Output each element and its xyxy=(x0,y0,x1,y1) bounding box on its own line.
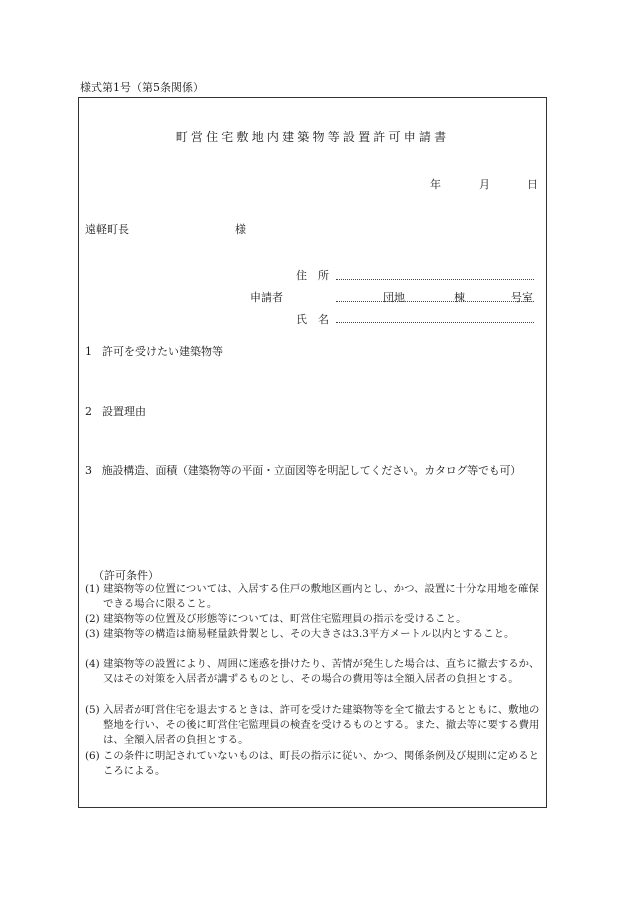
item-number: 3 xyxy=(85,464,92,477)
condition-3 xyxy=(85,627,547,642)
dwelling-field[interactable] xyxy=(336,301,534,302)
condition-2 xyxy=(85,612,547,627)
condition-text: 入居者が町営住宅を退去するときは、許可を受けた建築物等を全て撤去するとともに、敷地の整地を行い、その後に町営住宅監理員の検査を受けるものとする。また、撤去等に要する費用は、全額入居者の負担とする。 xyxy=(103,704,540,746)
date-year-label: 年 xyxy=(430,178,441,191)
condition-text: 建築物等の位置及び形態等については、町営住宅監理員の指示を受けること。 xyxy=(103,613,467,625)
name-label: 氏 名 xyxy=(296,313,329,326)
address-label: 住 所 xyxy=(296,269,329,282)
item-label: 施設構造、面積（建築物等の平面・立面図等を明記してください。カタログ等でも可） xyxy=(101,464,521,477)
item-label: 設置理由 xyxy=(102,405,146,418)
condition-number: (3) xyxy=(85,628,100,640)
name-field[interactable] xyxy=(336,322,534,323)
honorific: 様 xyxy=(235,223,246,236)
condition-text: 建築物等の設置により、周囲に迷惑を掛けたり、苦情が発生した場合は、直ちに撤去するか、又はその対策を入居者が講ずるものとし、その場合の費用等は全額入居者の負担とする。 xyxy=(103,658,540,685)
tou-label: 棟 xyxy=(454,291,465,304)
item-number: 1 xyxy=(85,345,92,358)
condition-1 xyxy=(85,582,547,612)
form-number-label: 様式第1号（第5条関係） xyxy=(80,81,204,94)
item-2 xyxy=(85,403,146,419)
condition-number: (6) xyxy=(85,750,100,762)
date-month-label: 月 xyxy=(479,178,490,191)
applicant-label: 申請者 xyxy=(250,291,283,304)
danchi-label: 団地 xyxy=(383,291,405,304)
condition-4 xyxy=(85,657,547,687)
condition-5 xyxy=(85,703,547,748)
item-1 xyxy=(85,343,223,359)
conditions-title: （許可条件） xyxy=(93,569,159,582)
item-3 xyxy=(85,462,521,478)
goshitsu-label: 号室 xyxy=(511,291,533,304)
condition-number: (5) xyxy=(85,704,100,716)
condition-text: この条件に明記されていないものは、町長の指示に従い、かつ、関係条例及び規則に定めるところによる。 xyxy=(103,750,539,777)
condition-text: 建築物等の構造は簡易軽量鉄骨製とし、その大きさは3.3平方メートル以内とすること。 xyxy=(103,628,515,640)
condition-number: (1) xyxy=(85,583,100,595)
address-field[interactable] xyxy=(336,279,534,280)
item-number: 2 xyxy=(85,405,92,418)
condition-number: (2) xyxy=(85,613,100,625)
item-label: 許可を受けたい建築物等 xyxy=(102,345,223,358)
date-day-label: 日 xyxy=(527,178,538,191)
form-frame xyxy=(78,97,547,808)
condition-6 xyxy=(85,749,547,779)
addressee: 遠軽町長 xyxy=(85,223,129,236)
condition-text: 建築物等の位置については、入居する住戸の敷地区画内とし、かつ、設置に十分な用地を確保できる場合に限ること。 xyxy=(103,583,539,610)
form-title: 町営住宅敷地内建築物等設置許可申請書 xyxy=(175,130,450,144)
condition-number: (4) xyxy=(85,658,100,670)
